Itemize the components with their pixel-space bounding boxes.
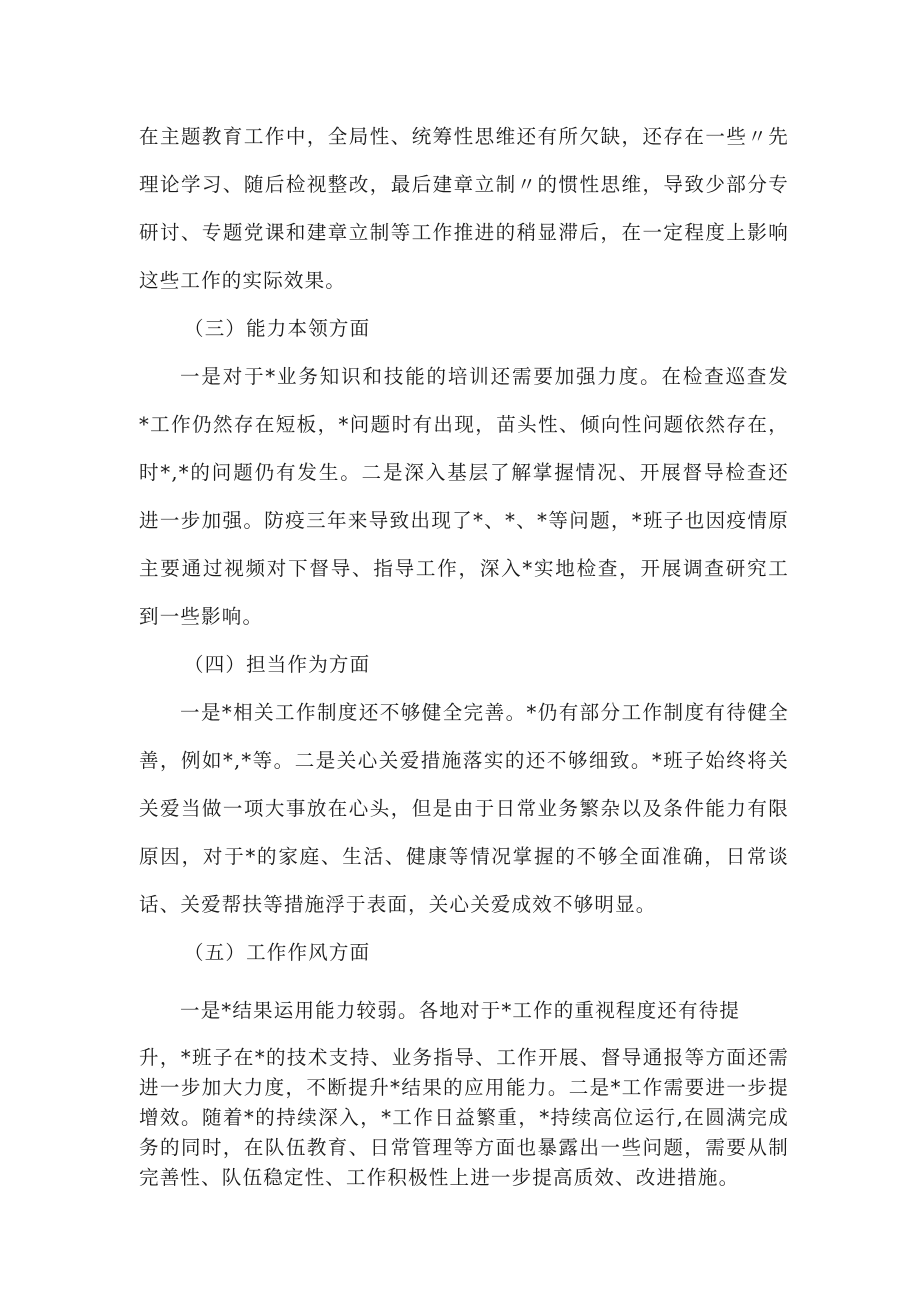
text-line: 善，例如*,*等。二是关心关爱措施落实的还不够细致。*班子始终将关 [139,749,789,772]
text-line: 原因，对于*的家庭、生活、健康等情况掌握的不够全面准确，日常谈 [139,845,789,868]
text-line: 主要通过视频对下督导、指导工作，深入*实地检查，开展调查研究工 [139,557,789,580]
text-line: *工作仍然存在短板，*问题时有出现，苗头性、倾向性问题依然存在， [139,413,789,436]
text-line: 理论学习、随后检视整改，最后建章立制〃的惯性思维，导致少部分专 [139,173,789,196]
text-line: 一是*相关工作制度还不够健全完善。*仍有部分工作制度有待健全 [180,701,789,724]
text-line: 在主题教育工作中，全局性、统筹性思维还有所欠缺，还存在一些〃先 [139,125,789,148]
text-line: 完善性、队伍稳定性、工作积极性上进一步提高质效、改进措施。 [139,1166,740,1189]
text-line: 关爱当做一项大事放在心头，但是由于日常业务繁杂以及条件能力有限 [139,797,789,820]
text-line: 到一些影响。 [139,605,264,628]
text-line: 进一步加大力度，不断提升*结果的应用能力。二是*工作需要进一步提 [139,1076,789,1099]
text-line: 这些工作的实际效果。 [139,269,347,292]
text-line: 话、关爱帮扶等措施浮于表面，关心关爱成效不够明显。 [139,893,657,916]
section-heading-5: （五）工作作风方面 [184,941,371,964]
text-line: 务的同时，在队伍教育、日常管理等方面也暴露出一些问题，需要从制 [139,1136,789,1159]
text-line: 时*,*的问题仍有发生。二是深入基层了解掌握情况、开展督导检查还 [139,461,789,484]
text-line: 进一步加强。防疫三年来导致出现了*、*、*等问题，*班子也因疫情原 [139,509,789,532]
text-line: 一是对于*业务知识和技能的培训还需要加强力度。在检查巡查发 [180,365,789,388]
section-heading-4: （四）担当作为方面 [184,653,371,676]
section-heading-3: （三）能力本领方面 [184,317,371,340]
text-line: 升，*班子在*的技术支持、业务指导、工作开展、督导通报等方面还需 [139,1046,789,1069]
text-line: 研讨、专题党课和建章立制等工作推进的稍显滞后，在一定程度上影响 [139,221,789,244]
text-line: 一是*结果运用能力较弱。各地对于*工作的重视程度还有待提 [180,999,741,1022]
text-line: 增效。随着*的持续深入，*工作日益繁重，*持续高位运行,在圆满完成 [139,1106,789,1129]
